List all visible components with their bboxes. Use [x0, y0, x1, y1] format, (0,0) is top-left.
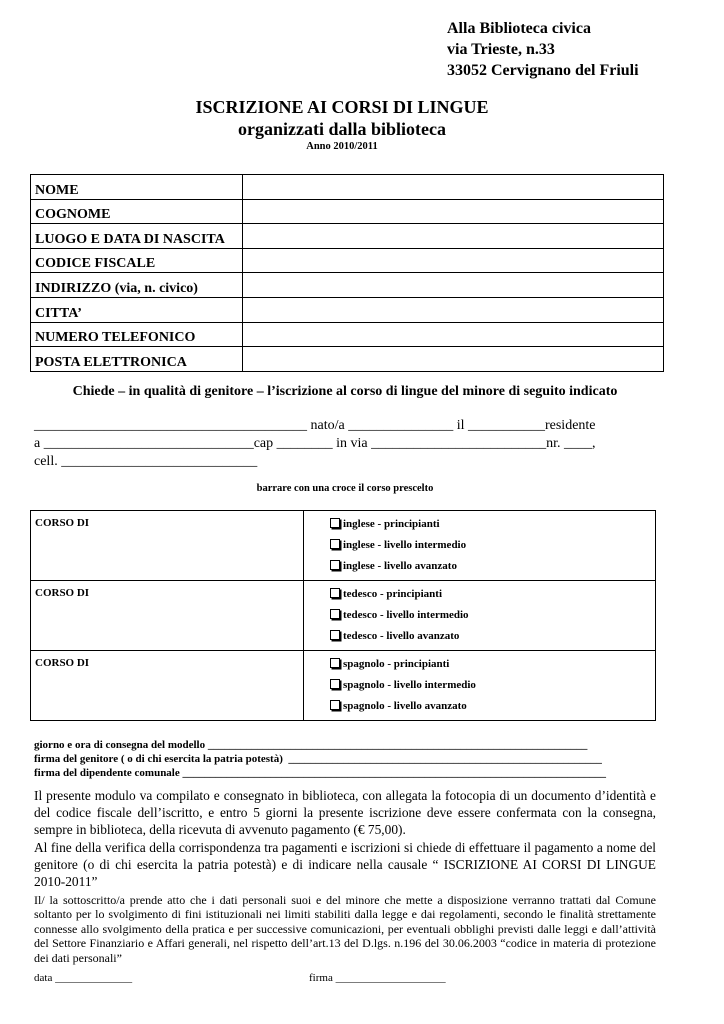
- signature-line[interactable]: firma ____________________: [309, 972, 446, 984]
- field-label: CODICE FISCALE: [31, 248, 243, 273]
- delivery-time-line[interactable]: giorno e ora di consegna del modello _____________________________________________________________________: [34, 739, 588, 751]
- city-field[interactable]: [243, 297, 664, 322]
- table-row: [31, 347, 664, 372]
- checkbox-icon[interactable]: [330, 609, 340, 619]
- field-label: LUOGO E DATA DI NASCITA: [31, 224, 243, 249]
- checkbox-icon[interactable]: [330, 560, 340, 570]
- table-row: [31, 175, 664, 200]
- table-row: [31, 224, 664, 249]
- checkbox-icon[interactable]: [330, 518, 340, 528]
- parent-signature-line[interactable]: firma del genitore ( o di chi esercita la patria potestà) _________________________________________________________: [34, 753, 602, 765]
- option-spanish-intermediate[interactable]: spagnolo - livello intermedio: [330, 678, 655, 699]
- table-row: [31, 651, 656, 721]
- address-line-1: Alla Biblioteca civica: [447, 20, 591, 37]
- table-row: [31, 511, 656, 581]
- option-english-advanced[interactable]: inglese - livello avanzato: [330, 559, 655, 580]
- course-options-german: [304, 581, 656, 651]
- surname-field[interactable]: [243, 199, 664, 224]
- option-german-beginner[interactable]: tedesco - principianti: [330, 587, 655, 608]
- payment-paragraph: Al fine della verifica della corrispondenza tra pagamenti e iscrizioni si chiede di effettuare il pagamento a nome del genitore (o di chi esercita la patria potestà) e di indicare nella causale “ ISCRIZIONE AI CORSI DI LINGUE 2010-2011”: [34, 840, 656, 889]
- field-label: INDIRIZZO (via, n. civico): [31, 273, 243, 298]
- page-subtitle: organizzati dalla biblioteca: [238, 119, 446, 139]
- option-german-advanced[interactable]: tedesco - livello avanzato: [330, 629, 655, 650]
- page-title: ISCRIZIONE AI CORSI DI LINGUE: [195, 97, 489, 117]
- course-instruction: barrare con una croce il corso prescelto: [256, 483, 434, 494]
- field-label: NUMERO TELEFONICO: [31, 322, 243, 347]
- personal-data-table: [30, 174, 664, 372]
- course-label: CORSO DI: [31, 651, 304, 721]
- option-german-intermediate[interactable]: tedesco - livello intermedio: [330, 608, 655, 629]
- minor-phone-line[interactable]: cell. ____________________________: [34, 454, 258, 469]
- courses-table: [30, 510, 656, 721]
- table-row: [31, 297, 664, 322]
- checkbox-icon[interactable]: [330, 679, 340, 689]
- birthplace-date-field[interactable]: [243, 224, 664, 249]
- course-label: CORSO DI: [31, 511, 304, 581]
- table-row: [31, 581, 656, 651]
- option-english-beginner[interactable]: inglese - principianti: [330, 517, 655, 538]
- address-line-3: 33052 Cervignano del Friuli: [447, 62, 639, 79]
- checkbox-icon[interactable]: [330, 700, 340, 710]
- checkbox-icon[interactable]: [330, 588, 340, 598]
- field-label: CITTA’: [31, 297, 243, 322]
- tax-code-field[interactable]: [243, 248, 664, 273]
- option-spanish-advanced[interactable]: spagnolo - livello avanzato: [330, 699, 655, 720]
- field-label: POSTA ELETTRONICA: [31, 347, 243, 372]
- minor-name-birth-line[interactable]: _______________________________________ nato/a _______________ il ___________residente: [34, 418, 596, 433]
- checkbox-icon[interactable]: [330, 539, 340, 549]
- course-options-spanish: [304, 651, 656, 721]
- date-line[interactable]: data ______________: [34, 972, 133, 984]
- year-label: Anno 2010/2011: [306, 141, 378, 152]
- email-field[interactable]: [243, 347, 664, 372]
- table-row: [31, 322, 664, 347]
- table-row: [31, 199, 664, 224]
- field-label: NOME: [31, 175, 243, 200]
- option-spanish-beginner[interactable]: spagnolo - principianti: [330, 657, 655, 678]
- recipient-address: [447, 18, 639, 81]
- employee-signature-line[interactable]: firma del dipendente comunale _____________________________________________________________________________: [34, 767, 606, 779]
- table-row: [31, 273, 664, 298]
- address-line-2: via Trieste, n.33: [447, 41, 555, 58]
- table-row: [31, 248, 664, 273]
- checkbox-icon[interactable]: [330, 630, 340, 640]
- checkbox-icon[interactable]: [330, 658, 340, 668]
- address-field[interactable]: [243, 273, 664, 298]
- option-english-intermediate[interactable]: inglese - livello intermedio: [330, 538, 655, 559]
- course-label: CORSO DI: [31, 581, 304, 651]
- privacy-paragraph: Il/ la sottoscritto/a prende atto che i dati personali suoi e del minore che mette a disposizione verranno trattati dal Comune soltanto per lo svolgimento di fini istituzionali nei limiti stabiliti dalla legge e dai regolamenti, secondo le finalità strettamente connesse allo svolgimento della pratica e per successive comunicazioni, per eventuali obblighi previsti dalle leggi e dall’attività del Settore Finanziario e Affari generali, nel rispetto dell’art.13 del D.lgs. n.196 del 30.06.2003 “codice in materia di protezione dei dati personali”: [34, 893, 656, 965]
- phone-field[interactable]: [243, 322, 664, 347]
- minor-address-line[interactable]: a ______________________________cap ________ in via _________________________nr. ____,: [34, 436, 596, 451]
- name-field[interactable]: [243, 175, 664, 200]
- instructions-paragraph: Il presente modulo va compilato e consegnato in biblioteca, con allegata la fotocopia di un documento d’identità e del codice fiscale dell’iscritto, e entro 5 giorni la presente iscrizione deve essere confermata con la consegna, sempre in biblioteca, della ricevuta di avvenuto pagamento (€ 75,00).: [34, 788, 656, 837]
- field-label: COGNOME: [31, 199, 243, 224]
- course-options-english: [304, 511, 656, 581]
- request-statement: Chiede – in qualità di genitore – l’iscrizione al corso di lingue del minore di seguito indicato: [72, 384, 618, 399]
